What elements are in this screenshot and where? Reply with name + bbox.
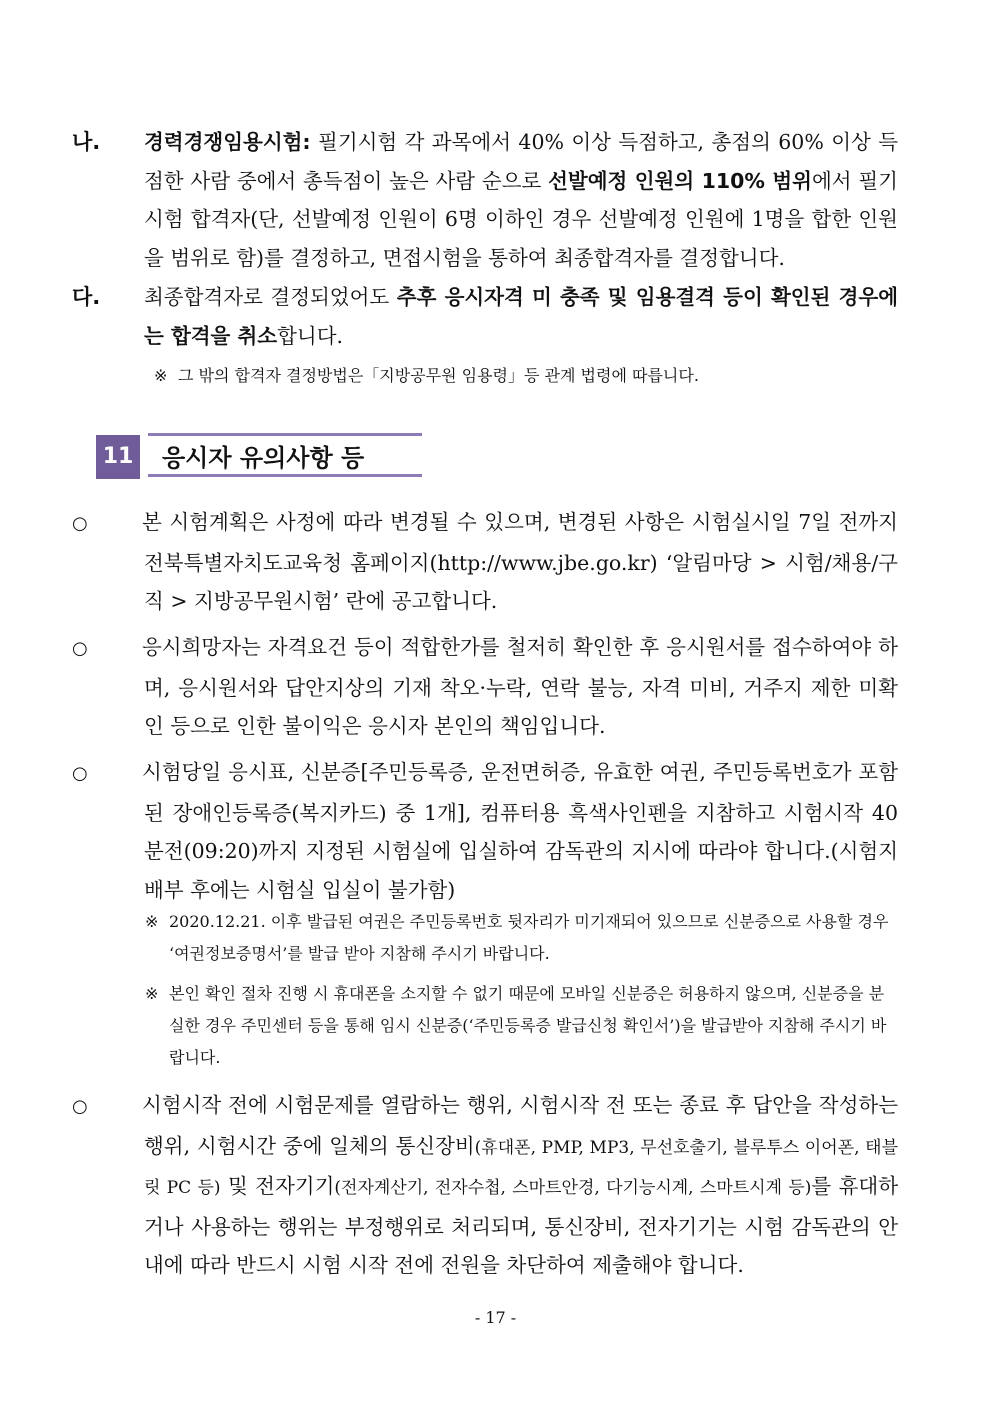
item-2-text: 응시희망자는 자격요건 등이 적합한가를 철저히 확인한 후 응시원서를 접수하여야 하며, 응시원서와 답안지상의 기재 착오·누락, 연락 불능, 자격 미비, 거주지 제한 미확인 등으로 인한 불이익은 응시자 본인의 책임입니다. <box>142 635 898 738</box>
item-4 <box>72 1086 899 1285</box>
note-top-text: 그 밖의 합격자 결정방법은「지방공무원 임용령」등 관계 법령에 따릅니다. <box>178 366 699 385</box>
item-4-electronics: (전자계산기, 전자수첩, 스마트안경, 다기능시계, 스마트시계 등) <box>334 1178 812 1198</box>
note-mobile-id <box>145 978 898 1074</box>
note-symbol: ※ <box>145 984 159 1003</box>
note-mobile-id-text: 본인 확인 절차 진행 시 휴대폰을 소지할 수 없기 때문에 모바일 신분증은 허용하지 않으며, 신분증을 분실한 경우 주민센터 등을 통해 임시 신분증(‘주민등록증 발급신청 확인서’)을 발급받아 지참해 주시기 바랍니다. <box>169 984 887 1067</box>
note-passport <box>145 906 898 970</box>
item-4-text2: 및 전자기기 <box>220 1174 335 1198</box>
section-marker-na: 나. <box>72 130 101 154</box>
item-1 <box>72 503 898 621</box>
section-header <box>96 433 426 479</box>
section-number-badge: 11 <box>96 435 140 479</box>
section-na-text2: 에서 필기시험 합격자(단, 선발예정 인원이 6명 이하인 경우 선발예정 인원에 1명을 합한 인원을 범위로 함)를 결정하고, 면접시험을 통하여 최종합격자를 결정합니다. <box>144 168 898 270</box>
section-title: 응시자 유의사항 등 <box>148 433 422 477</box>
item-4-text3: 를 휴대하거나 사용하는 행위는 부정행위로 처리되며, 통신장비, 전자기기는 시험 감독관의 안내에 따라 반드시 시험 시작 전에 전원을 차단하여 제출해야 합니다. <box>144 1174 899 1277</box>
note-symbol: ※ <box>145 912 159 931</box>
bullet-circle-icon: ○ <box>72 1096 88 1117</box>
item-3-text: 시험당일 응시표, 신분증[주민등록증, 운전면허증, 유효한 여권, 주민등록번호가 포함된 장애인등록증(복지카드) 중 1개], 컴퓨터용 흑색사인펜을 지참하고 시험시작 40분전(09:20)까지 지정된 시험실에 입실하여 감독관의 지시에 따라야 합니다.(시험지 배부 후에는 시험실 입실이 불가함) <box>142 760 898 902</box>
section-da <box>72 278 898 355</box>
item-3 <box>72 753 898 909</box>
section-na-label: 경력경쟁임용시험: <box>144 130 311 154</box>
section-na-text1: 필기시험 각 과목에서 40% 이상 득점하고, 총점의 60% 이상 득점한 사람 중에서 총득점이 높은 사람 순으로 <box>144 130 898 193</box>
note-symbol: ※ <box>154 366 168 385</box>
page-number: - 17 - <box>474 1308 517 1327</box>
section-da-text1: 최종합격자로 결정되었어도 <box>144 285 397 309</box>
section-marker-da: 다. <box>72 285 101 309</box>
item-1-text: 본 시험계획은 사정에 따라 변경될 수 있으며, 변경된 사항은 시험실시일 7일 전까지 전북특별자치도교육청 홈페이지(http://www.jbe.go.kr) ‘알림마당 > 시험/채용/구직 > 지방공무원시험’ 란에 공고합니다. <box>142 510 898 613</box>
section-da-bold: 추후 응시자격 미 충족 및 임용결격 등이 확인된 경우에는 합격을 취소 <box>144 285 898 348</box>
note-top <box>154 360 898 392</box>
item-4-text1: 시험시작 전에 시험문제를 열람하는 행위, 시험시작 전 또는 종료 후 답안을 작성하는 행위, 시험시간 중에 일체의 통신장비 <box>142 1093 898 1158</box>
bullet-circle-icon: ○ <box>72 513 88 534</box>
bullet-circle-icon: ○ <box>72 638 88 659</box>
section-da-text2: 합니다. <box>277 323 344 348</box>
item-2 <box>72 628 898 746</box>
bullet-circle-icon: ○ <box>72 763 88 784</box>
note-passport-text: 2020.12.21. 이후 발급된 여권은 주민등록번호 뒷자리가 미기재되어 있으므로 신분증으로 사용할 경우 ‘여권정보증명서’를 발급 받아 지참해 주시기 바랍니다. <box>169 912 889 963</box>
section-na-bold: 선발예정 인원의 110% 범위 <box>548 168 812 193</box>
section-na <box>72 123 898 277</box>
item-4-devices: (휴대폰, PMP, MP3, 무선호출기, 블루투스 이어폰, 태블릿 PC 등) <box>144 1137 898 1198</box>
